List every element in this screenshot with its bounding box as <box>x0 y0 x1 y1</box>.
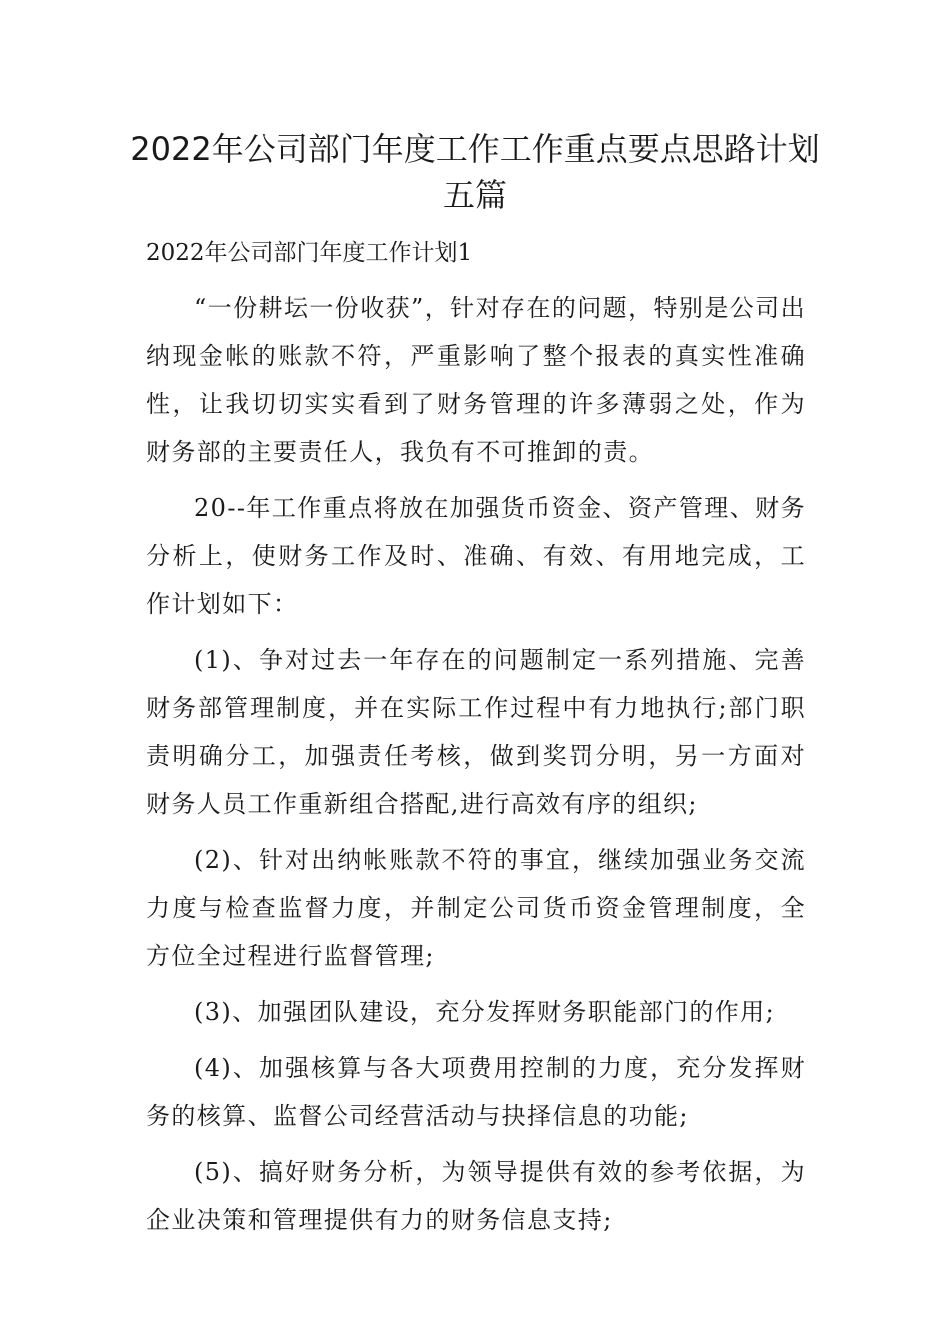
document-body <box>146 284 806 1252</box>
paragraph-item-1: (1)、争对过去一年存在的问题制定一系列措施、完善财务部管理制度，并在实际工作过程中有力地执行;部门职责明确分工，加强责任考核，做到奖罚分明，另一方面对财务人员工作重新组合搭配,进行高效有序的组织; <box>146 646 806 818</box>
paragraph-item-5: (5)、搞好财务分析，为领导提供有效的参考依据，为企业决策和管理提供有力的财务信息支持; <box>146 1158 806 1234</box>
document-title: 2022年公司部门年度工作工作重点要点思路计划五篇 <box>130 130 820 214</box>
paragraph-item-2: (2)、针对出纳帐账款不符的事宜，继续加强业务交流力度与检查监督力度，并制定公司货币资金管理制度，全方位全过程进行监督管理; <box>146 846 806 970</box>
paragraph-intro: “一份耕坛一份收获”，针对存在的问题，特别是公司出纳现金帐的账款不符，严重影响了整个报表的真实性准确性，让我切切实实看到了财务管理的许多薄弱之处，作为财务部的主要责任人，我负有不可推卸的责。 <box>146 294 806 466</box>
paragraph-item-3: (3)、加强团队建设，充分发挥财务职能部门的作用; <box>194 998 776 1026</box>
paragraph-focus: 20--年工作重点将放在加强货币资金、资产管理、财务分析上，使财务工作及时、准确、有效、有用地完成，工作计划如下： <box>146 494 806 618</box>
section-heading: 2022年公司部门年度工作计划1 <box>146 240 473 266</box>
paragraph-item-4: (4)、加强核算与各大项费用控制的力度，充分发挥财务的核算、监督公司经营活动与抉择信息的功能; <box>146 1054 806 1130</box>
